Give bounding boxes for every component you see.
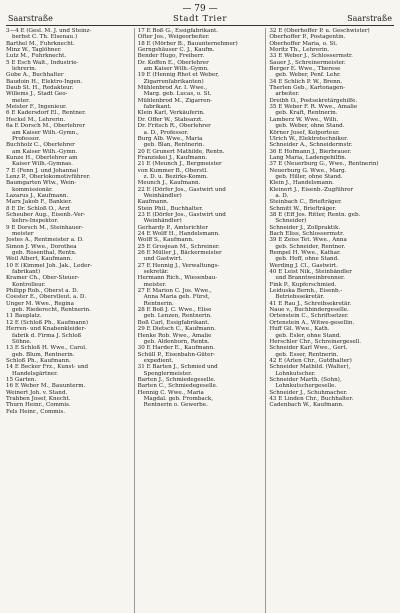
directory-entry: Kramer Ch., Ober-Steuer-: [6, 275, 80, 282]
directory-entry: von Kummer B., Oberstl.: [137, 167, 208, 174]
directory-entry: kehrs-Inspektor.: [12, 218, 59, 225]
directory-entry: a. D.: [275, 192, 289, 199]
directory-entry: Lohnkutschergeselle.: [275, 383, 337, 390]
directory-entry: Schneider A., Schneidermstr.: [269, 142, 353, 149]
directory-entry: Meunch J., Kaufmann.: [137, 180, 201, 187]
directory-entry: a. D., Professor.: [143, 129, 189, 136]
directory-entry: Professor.: [12, 135, 41, 142]
header-city-title: Stadt Trier: [172, 14, 227, 24]
directory-entry: 31 E Barten J., Schmied und: [137, 364, 218, 371]
directory-entry: Cadenbach W., Kaufmann.: [269, 402, 344, 409]
directory-entry: Lamberz W. Wwe., Wilh.: [269, 116, 339, 123]
directory-entry: Berger E. Wwe., Therese: [269, 66, 341, 73]
directory-entry: Rentnerin o. Gewerbe.: [143, 402, 208, 409]
directory-entry: Ortenstein C., Schriftsetzer.: [269, 313, 349, 320]
directory-entry: geb. Esler, ohne Stand.: [275, 332, 342, 339]
directory-entry: 42 E (Arlen Chr., Gutdhalter): [269, 357, 352, 364]
directory-entry: 39 E Zeiss Tet. Wwe., Anna: [269, 237, 347, 244]
directory-entry: geb. Blan, Rentnerin.: [143, 142, 205, 149]
directory-entry: Therlen Geb., Kartonagen-: [269, 85, 345, 92]
directory-entry: am Kaiser Wilh.-Gymn.,: [12, 129, 79, 136]
directory-entry: 24 E Wolff H., Handelsmann.: [137, 231, 220, 237]
directory-entry: Trabben Josef, Knecht.: [6, 395, 71, 402]
directory-entry: Minz W., Taglöhner.: [6, 47, 62, 54]
directory-entry: Kaiser Wilh.-Gymnas.: [12, 161, 73, 168]
directory-entry: Rentnerin.: [143, 300, 174, 307]
directory-entry: geb. Blum, Rentnerin.: [12, 351, 75, 358]
directory-entry: Oberhoffer Maria, o. St.: [269, 40, 338, 47]
directory-entry: fabrikant.: [143, 104, 172, 111]
directory-entry: Lutz M., Fuhrknecht.: [6, 53, 67, 60]
directory-entry: 33 E Weber J., Schlossermstr.: [269, 53, 353, 60]
directory-entry: Schneider J., Zollpraktik.: [269, 224, 341, 231]
directory-entry: am Kaiser Wilh.-Gymn.: [12, 148, 78, 155]
directory-entry: Hennig C. Wwe., Maria: [137, 389, 204, 396]
directory-entry: geb. Riederecht, Rentnerin.: [12, 307, 91, 314]
directory-entry: Meister F., Ingenieur.: [6, 104, 67, 111]
directory-entry: meister.: [143, 281, 167, 288]
directory-entry: Coester E., Oberstleut. a. D.: [6, 294, 86, 301]
directory-entry: Söhne.: [12, 338, 32, 345]
directory-entry: Schneider Mathild. (Walter),: [269, 364, 351, 371]
directory-entry: 28 E Boß J. C. Wwe., Elise: [137, 307, 212, 314]
directory-entry: Naue v., Buchbindergeselle.: [269, 307, 349, 314]
directory-entry: 8 E Dr. Schloß O., Arzt: [6, 205, 71, 212]
directory-entry: Schüll P., Eisenbahn-Güter-: [137, 351, 216, 358]
directory-entry: Mühlenbrod Ar. I. Wwe.,: [137, 85, 208, 92]
directory-entry: Schneider Karl Wwe., Gert.: [269, 345, 348, 352]
directory-entry: 27 E Hennig J., Verwaltungs-: [137, 262, 220, 269]
directory-entry: Werding J. Cl., Gastwirt.: [269, 262, 338, 269]
page-number: — 79 —: [182, 4, 218, 14]
header-left-street: Saarstraße: [8, 14, 53, 23]
directory-entry: Baumgarten Wtw., Wein-: [6, 180, 77, 187]
columns: [6, 28, 394, 613]
directory-entry: Mühlenbrod M., Zigarren-: [137, 97, 213, 104]
directory-entry: 7 E (Fenn J. und Johanna): [6, 167, 79, 174]
directory-entry: meter.: [12, 97, 31, 104]
directory-entry: Weinert Joh. v. Stand.: [6, 389, 68, 396]
directory-entry: Neuerburg G. Wwe., Marg.: [269, 167, 347, 174]
directory-entry: geb. Schneider, Rentner.: [275, 243, 346, 250]
directory-entry: Magdal. geb. Fromback,: [143, 395, 214, 402]
directory-entry: Ulrich W., Elektrotechniker.: [269, 135, 349, 142]
directory-entry: Burg Alb. Wwe., Maria: [137, 135, 203, 142]
directory-entry: geb. Weber, Penf. Lehr.: [275, 72, 341, 79]
directory-entry: Herren- und Knabenkleider-: [6, 326, 87, 333]
directory-entry: kommissionär.: [12, 186, 53, 193]
directory-entry: Simon J. Wwe., Dorothea: [6, 243, 77, 250]
directory-entry: Barthel M., Fuhrknecht.: [6, 40, 75, 47]
directory-entry: Rempel H. Wwe., Kathar.: [269, 250, 341, 257]
directory-entry: 19 E (Hennig Rhot et Weber,: [137, 72, 220, 79]
directory-entry: Lohnkutscher.: [275, 370, 316, 377]
directory-entry: geb. Hiller, ohne Stand.: [275, 173, 343, 180]
directory-entry: geb. Hoff, ohne Stand.: [275, 256, 339, 263]
directory-entry: Gerngshäuser C. J., Kaufm.: [137, 47, 215, 54]
directory-entry: und Branntweinbrenner.: [275, 275, 345, 282]
directory-entry: Bach Eliss, Schlossermstr.: [269, 231, 344, 237]
directory-entry: geb. Esser, Rentnerin.: [275, 351, 339, 358]
directory-entry: fabrikant): [12, 269, 41, 276]
directory-entry: Jostes A., Rentmeister a. D.: [6, 237, 84, 244]
directory-entry: Barten J., Schmiedegeselle.: [137, 376, 216, 383]
directory-entry: 38 E (Eff Jos. Ritter, Rentn. geb.: [269, 211, 361, 218]
directory-entry: Huff Gil. Wwe., Kath.: [269, 326, 330, 333]
directory-entry: geb. Aldenborn, Rentn.: [143, 338, 210, 345]
directory-entry: 5 E Esch Walt., Industrie-: [6, 59, 79, 66]
directory-entry: Sauer J., Schreinermeister.: [269, 59, 346, 66]
directory-entry: geb. Weber, ohne Stand.: [275, 123, 345, 130]
directory-entry: Philipp Rob., Oberst a. D.: [6, 288, 79, 295]
directory-entry: meister: [12, 231, 34, 237]
directory-entry: 9 E Dorsch M., Steinhauer-: [6, 224, 84, 231]
directory-entry: Weinhändler): [143, 218, 182, 225]
directory-entry: 14 E Becker Frz., Kunst- und: [6, 364, 89, 371]
directory-entry: 11 Bauplatz.: [6, 313, 42, 320]
left-column: [6, 28, 134, 613]
directory-entry: Stein Phil., Buchhalter.: [137, 205, 204, 212]
directory-entry: fabrik d. Firma J. Schloß: [12, 332, 82, 339]
directory-entry: Klein Karl, Verkäuferin.: [137, 110, 205, 117]
directory-entry: Betriebssekretär.: [275, 294, 325, 301]
directory-entry: Lenz P., Oberlokomotivführer.: [6, 173, 91, 180]
directory-entry: Heckel M., Lehrerin.: [6, 116, 66, 123]
directory-entry: Dr. Koffen E., Oberlehrer: [137, 59, 209, 66]
directory-entry: Daub St. H., Redakteur.: [6, 85, 74, 92]
directory-entry: Körner Josef, Kolporteur.: [269, 129, 340, 136]
directory-entry: Schneider J., Schuhmacher.: [269, 389, 348, 396]
directory-entry: Kontrolleur.: [12, 281, 46, 288]
directory-entry: 27 E Marion C. Jos. Wwe.,: [137, 288, 212, 295]
directory-entry: Zigarrenfabrikanten): [143, 78, 204, 85]
directory-entry: Henke Rob. Wwe., Amalie: [137, 332, 212, 339]
directory-entry: Marg. geb. Lucas, o. St.: [143, 91, 212, 98]
page-header: [6, 14, 394, 26]
directory-entry: und Gastwirt.: [143, 256, 183, 263]
directory-entry: Klein J., Handelsmann.: [269, 180, 334, 187]
directory-entry: Dr. Offer W., Stabsarzt.: [137, 116, 204, 123]
directory-entry: 36 E Hofmann J., Bierbrauer.: [269, 148, 352, 155]
directory-entry: Thurn Heinr., Commis.: [6, 402, 71, 409]
directory-entry: 13 E Schloß H. Wwe., Carol.: [6, 345, 87, 352]
directory-entry: 37 E (Neuerburg G., Wwe., Rentnerin): [269, 161, 379, 168]
directory-entry: Bender Hugo, Freiherr.: [137, 53, 205, 60]
directory-entry: arbeiter.: [275, 91, 300, 98]
directory-entry: geb. Kraft, Rentnerin.: [275, 110, 338, 117]
directory-entry: 40 E Leist Nik., Steinbändler: [269, 269, 352, 276]
directory-entry: geb. Lenzen, Rentnerin.: [143, 313, 212, 320]
directory-entry: Gube A., Buchhalter: [6, 72, 64, 79]
directory-entry: Moritz Th., Lehrerin.: [269, 47, 329, 54]
directory-entry: Steinbach C., Briefträger.: [269, 199, 342, 206]
directory-entry: Ofter Jos., Weigeorbeiter.: [137, 34, 210, 41]
directory-entry: Anna Maria geb. Fürst,: [143, 294, 210, 301]
directory-entry: Dreibh O., Postsekretärgehilfe.: [269, 97, 358, 104]
directory-entry: Spenglermeister.: [143, 370, 193, 377]
directory-entry: 22 E (Dörfer Jos., Gastwirt und: [137, 186, 226, 193]
directory-entry: Fink P., Kupferschmied.: [269, 281, 337, 288]
directory-entry: Marx Jakob F., Bankier.: [6, 199, 73, 206]
directory-entry: 29 E Dietsch C., Kaufmann.: [137, 326, 216, 333]
directory-entry: berbst C. Th. Elsenau.): [12, 34, 78, 41]
header-right-street: Saarstraße: [347, 14, 392, 23]
directory-entry: 30 E Harder E., Kaufmann.: [137, 345, 215, 352]
directory-entry: Franziskei J., Kaufmann.: [137, 154, 207, 161]
directory-entry: 10 E (Kimmel Joh. Jak., Leder-: [6, 262, 92, 269]
directory-entry: Baudoin H., Elektro-Ingen.: [6, 78, 83, 85]
middle-column: [134, 28, 266, 613]
directory-entry: Buchholz C., Oberlehrer: [6, 142, 75, 149]
directory-entry: Fels Heinr., Commis.: [6, 408, 65, 415]
directory-entry: lehrerin.: [12, 66, 37, 73]
directory-entry: 32 E (Oberhoffer P. u. Geschwister): [269, 28, 370, 34]
directory-entry: 6 E Kadersdorf El., Rentner.: [6, 110, 86, 117]
directory-entry: Schmitt W., Briefträger.: [269, 205, 337, 212]
directory-entry: Schneider): [275, 218, 307, 225]
directory-entry: 34 E Schlich P. W., Brenn.: [269, 78, 343, 85]
directory-entry: expedient.: [143, 357, 174, 364]
directory-entry: 21 E (Meunch J., Bergmeister: [137, 161, 222, 168]
directory-entry: 41 E Rau J., Schreibsekretär.: [269, 300, 352, 307]
directory-entry: 25 E Grosjean M., Schreiner.: [137, 243, 220, 250]
directory-entry: 15 Garten.: [6, 376, 37, 383]
directory-entry: Kunze H., Oberlehrer am: [6, 154, 78, 161]
directory-entry: Scheuber Aug., Eisenb.-Ver-: [6, 211, 86, 218]
directory-entry: 35 E Weber F. R. Wwe., Amalie: [269, 104, 358, 111]
directory-entry: z. D. u. Bezirks-Komm.: [143, 173, 208, 180]
directory-entry: Handelsgärtner.: [12, 370, 58, 377]
directory-entry: Willems J., Stadt Geo-: [6, 91, 68, 98]
directory-entry: sekretär.: [143, 269, 169, 276]
directory-entry: Gerhardy P., Amtsrichter: [137, 224, 209, 231]
directory-entry: 17 E Boß G., Essigfabrikant.: [137, 28, 219, 34]
directory-entry: Herschler Chr., Schreinergesell.: [269, 338, 361, 345]
directory-entry: Kleinert J., Eisenb.-Zugführer: [269, 186, 354, 193]
directory-entry: Weil Albert, Kaufmann.: [6, 256, 72, 263]
directory-entry: Hermann Rich., Wiesenbau-: [137, 275, 218, 282]
directory-entry: Boß Carl, Essigfabrikant.: [137, 319, 210, 326]
directory-entry: am Kaiser Wilh.-Gymn.: [143, 66, 209, 73]
directory-entry: 12 E (Schloß Ph., Kaufmann): [6, 319, 89, 326]
directory-entry: Schneider Marth. (Sohn),: [269, 376, 342, 383]
directory-entry: Lazarus J., Kaufmann.: [6, 192, 69, 199]
directory-entry: Wolff S., Kaufmann.: [137, 237, 194, 244]
directory-entry: 6a E Dorsch M., Oberlehrer: [6, 123, 86, 130]
directory-entry: 20 E Grunert Mathilde, Rentn.: [137, 148, 225, 155]
directory-entry: Barten C., Schmiedegeselle.: [137, 383, 218, 390]
directory-entry: 16 E Weber M., Bauunterm.: [6, 383, 86, 390]
directory-entry: geb. Rosenthal, Rentn.: [12, 250, 77, 257]
directory-entry: 23 E (Dörfer Jos., Gastwirt und: [137, 211, 226, 218]
directory-entry: Kaufmann.: [137, 199, 169, 206]
right-column: [265, 28, 394, 613]
directory-entry: 18 E (Mörber B., Bauunternehmer): [137, 40, 238, 47]
directory-entry: Ortenstein A., Witwe-gesellin.: [269, 319, 355, 326]
directory-entry: 26 E Müller J., Bäckermeister: [137, 250, 222, 257]
directory-entry: Lang Maria, Ladengehilfin.: [269, 154, 347, 161]
directory-entry: 3—4 E (Gesl. M. J. und Steinz-: [6, 28, 92, 34]
directory-entry: Dr. Fritsch R., Oberlehrer: [137, 123, 211, 130]
directory-entry: Leiduska Bernh., Eisenb.-: [269, 288, 343, 295]
directory-entry: Oberhoffer P., Postagentin.: [269, 34, 346, 41]
directory-entry: 43 E Linden Chr., Buchhalter.: [269, 395, 354, 402]
directory-entry: Weinhändler): [143, 192, 182, 199]
directory-entry: Schloß Ph., Kaufmann.: [6, 357, 71, 364]
directory-entry: Unger M. Wwe., Regina: [6, 300, 74, 307]
